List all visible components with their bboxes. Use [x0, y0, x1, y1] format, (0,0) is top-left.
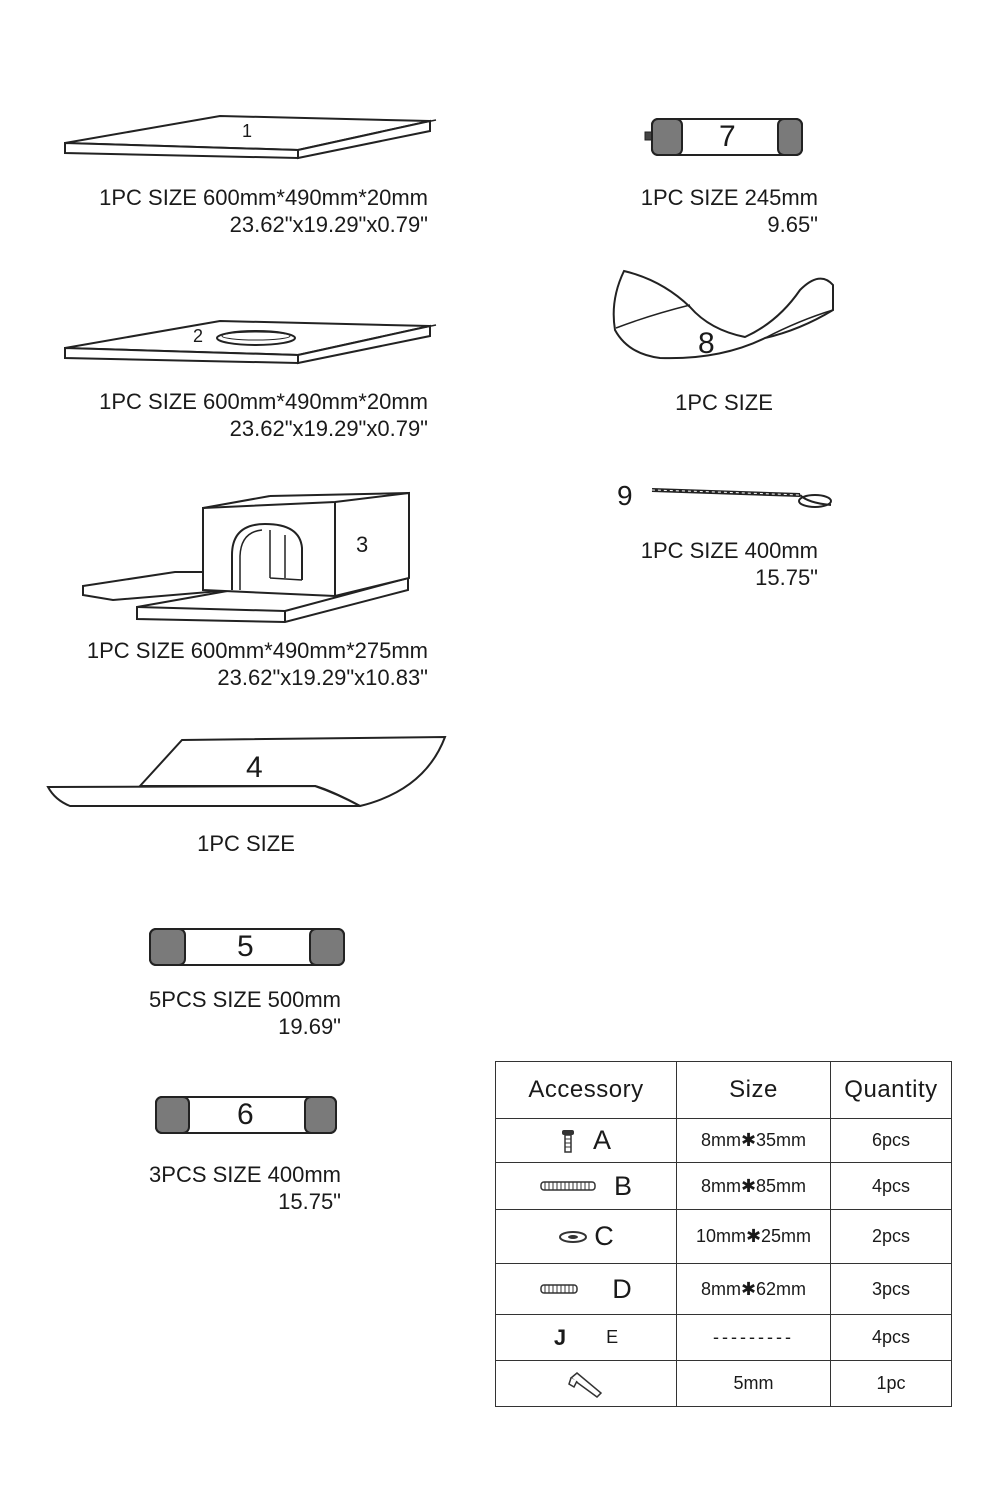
- part-9-size-inches: 15.75": [755, 565, 818, 590]
- part-2-size-inches: 23.62"x19.29"x0.79": [229, 416, 428, 441]
- header-accessory: Accessory: [496, 1062, 677, 1119]
- qty-allen-key: 1pc: [831, 1361, 952, 1407]
- size-allen-key: 5mm: [677, 1361, 831, 1407]
- part-6-size: 3PCS SIZE 400mm: [149, 1162, 341, 1187]
- size-e: ---------: [677, 1315, 831, 1361]
- part-9-size: 1PC SIZE 400mm: [640, 538, 818, 563]
- part-8-number: 8: [698, 327, 715, 360]
- table-row: [496, 1361, 952, 1407]
- part-5-size: 5PCS SIZE 500mm: [149, 987, 341, 1012]
- part-6-number: 6: [237, 1098, 254, 1131]
- part-7-size: 1PC SIZE 245mm: [640, 185, 818, 210]
- threaded-rod-icon: [540, 1181, 596, 1191]
- qty-e: 4pcs: [831, 1315, 952, 1361]
- header-quantity: Quantity: [831, 1062, 952, 1119]
- qty-a: 6pcs: [831, 1119, 952, 1163]
- allen-key-icon: [568, 1370, 604, 1398]
- table-row: [496, 1163, 952, 1210]
- accessory-letter-b: B: [613, 1170, 632, 1201]
- part-8-size: 1PC SIZE: [675, 390, 773, 415]
- part-1-size-inches: 23.62"x19.29"x0.79": [229, 212, 428, 237]
- j-hook-icon: J: [553, 1324, 567, 1350]
- part-9-label: [641, 537, 818, 591]
- accessory-letter-a: A: [592, 1125, 611, 1155]
- part-2-number: 2: [193, 326, 204, 346]
- table-row: [496, 1210, 952, 1264]
- qty-c: 2pcs: [831, 1210, 952, 1264]
- part-9-number: 9: [617, 480, 633, 511]
- part-1-size: 1PC SIZE 600mm*490mm*20mm: [99, 185, 428, 210]
- accessory-table: [495, 1061, 952, 1407]
- size-c: 10mm✱25mm: [677, 1210, 831, 1264]
- part-4-size: 1PC SIZE: [197, 831, 295, 856]
- accessory-letter-d: D: [612, 1273, 632, 1304]
- part-3-number: 3: [356, 532, 369, 557]
- size-b: 8mm✱85mm: [677, 1163, 831, 1210]
- size-a: 8mm✱35mm: [677, 1119, 831, 1163]
- washer-icon: [558, 1230, 588, 1244]
- header-size: Size: [677, 1062, 831, 1119]
- accessory-letter-e: E: [606, 1327, 619, 1347]
- part-4-number: 4: [246, 751, 263, 784]
- table-row: [496, 1315, 952, 1361]
- rope-9-drawing: [0, 0, 1000, 560]
- short-rod-icon: [540, 1284, 578, 1294]
- size-d: 8mm✱62mm: [677, 1264, 831, 1315]
- part-5-size-inches: 19.69": [278, 1014, 341, 1039]
- table-header-row: [496, 1062, 952, 1119]
- part-2-size: 1PC SIZE 600mm*490mm*20mm: [99, 389, 428, 414]
- part-3-size: 1PC SIZE 600mm*490mm*275mm: [86, 638, 428, 663]
- qty-d: 3pcs: [831, 1264, 952, 1315]
- part-7-number: 7: [719, 120, 736, 153]
- qty-b: 4pcs: [831, 1163, 952, 1210]
- table-row: [496, 1264, 952, 1315]
- bolt-icon: [561, 1129, 575, 1153]
- part-7-size-inches: 9.65": [767, 212, 818, 237]
- part-1-number: 1: [242, 121, 253, 141]
- accessory-letter-c: C: [594, 1221, 614, 1251]
- part-6-size-inches: 15.75": [278, 1189, 341, 1214]
- part-5-number: 5: [237, 930, 254, 963]
- part-6-label: [149, 1161, 341, 1215]
- table-row: [496, 1119, 952, 1163]
- part-3-size-inches: 23.62"x19.29"x10.83": [217, 665, 428, 690]
